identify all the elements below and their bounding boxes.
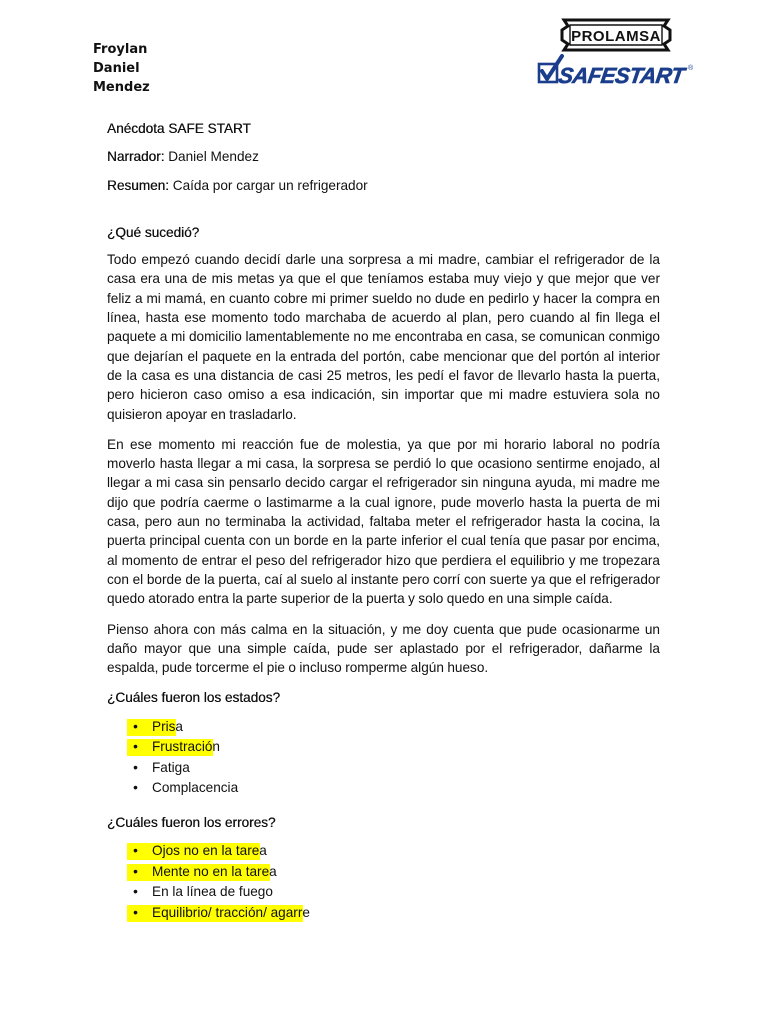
state-item-text: Fatiga [152,759,190,775]
prolamsa-safestart-logo [536,16,696,92]
narrator-line [107,147,660,166]
list-item [107,717,660,738]
author-first-name: Froylan [93,42,148,57]
paragraph-1: Todo empezó cuando decidí darle una sorpresa a mi madre, cambiar el refrigerador de la casa era una de mis metas ya que el que teníamos estaba muy viejo y que mejor que ver feliz a mi mamá, en cuanto cobre mi primer sueldo no dude en pedirlo y hacer la compra en línea, hasta ese momento todo marchaba de acuerdo al plan, pero cuando al fin llega el paquete a mi domicilio lamentablemente no me encontraba en casa, se comunican conmigo que dejarían el paquete en la entrada del portón, cabe mencionar que del portón al interior de la casa es una distancia de casi 25 metros, les pedí el favor de llevarlo hasta la puerta, pero hicieron caso omiso a esa indicación, sin importar que mi madre estuviera sola no quisieron apoyar en trasladarlo. [107,252,660,422]
bullet-icon: • [133,739,138,755]
summary-value: Caída por cargar un refrigerador [168,177,368,193]
state-item-text: Prisa [152,718,183,734]
state-item-text: Complacencia [152,780,239,796]
question-errors: ¿Cuáles fueron los errores? [107,814,276,830]
error-item-text: En la línea de fuego [152,884,273,900]
bullet-icon: • [133,718,138,734]
question-what-happened: ¿Qué sucedió? [107,224,200,240]
list-item [107,778,660,799]
list-item [107,758,660,779]
bullet-icon: • [133,780,138,796]
list-item [107,737,660,758]
logo-top-text: PROLAMSA [571,28,661,45]
list-item [107,862,660,883]
error-item-text: Ojos no en la tarea [152,843,267,859]
list-item [107,903,660,924]
logo-registered-mark: ® [688,65,694,72]
errors-list [107,841,660,923]
narrator-value: Daniel Mendez [164,149,259,165]
error-item-text: Mente no en la tarea [152,863,277,879]
bullet-icon: • [133,904,138,920]
bullet-icon: • [133,863,138,879]
author-middle-name: Daniel [93,61,140,76]
summary-label: Resumen: [107,177,169,193]
question-states: ¿Cuáles fueron los estados? [107,690,281,706]
bullet-icon: • [133,843,138,859]
logo-bottom-text: SAFESTART [556,63,686,88]
document-title: Anécdota SAFE START [107,121,251,136]
author-last-name: Mendez [93,80,150,95]
author-name [93,40,150,97]
summary-line [107,176,660,195]
error-item-text: Equilibrio/ tracción/ agarre [152,904,310,920]
bullet-icon: • [133,759,138,775]
state-item-text: Frustración [152,739,220,755]
paragraph-3: Pienso ahora con más calma en la situación, y me doy cuenta que pude ocasionarme un daño mayor que una simple caída, pude ser aplastado por el refrigerador, dañarme la espalda, pude torcerme el pie o incluso romperme algún hueso. [107,621,660,676]
document-body [107,119,660,937]
list-item [107,841,660,862]
states-list [107,717,660,799]
paragraph-2: En ese momento mi reacción fue de molestia, ya que por mi horario laboral no podría moverlo hasta llegar a mi casa, la sorpresa se perdió lo que ocasiono sentirme enojado, al llegar a mi casa sin pensarlo decido cargar el refrigerador sin ninguna ayuda, mi madre me dijo que podría caerme o lastimarme a la cual ignore, pude moverlo hasta la puerta de mi casa, pero aun no terminaba la actividad, faltaba meter el refrigerador hasta la cocina, la puerta principal cuenta con un borde en la parte inferior el cual tenía que pasar por encima, al momento de entrar el peso del refrigerador hizo que perdiera el equilibrio y me tropezara con el borde de la puerta, caí al suelo al instante pero corrí con suerte ya que el refrigerador quedo atorado entra la parte superior de la puerta y solo quedo en una simple caída. [107,436,660,607]
bullet-icon: • [133,884,138,900]
list-item [107,882,660,903]
narrator-label: Narrador: [107,149,165,165]
